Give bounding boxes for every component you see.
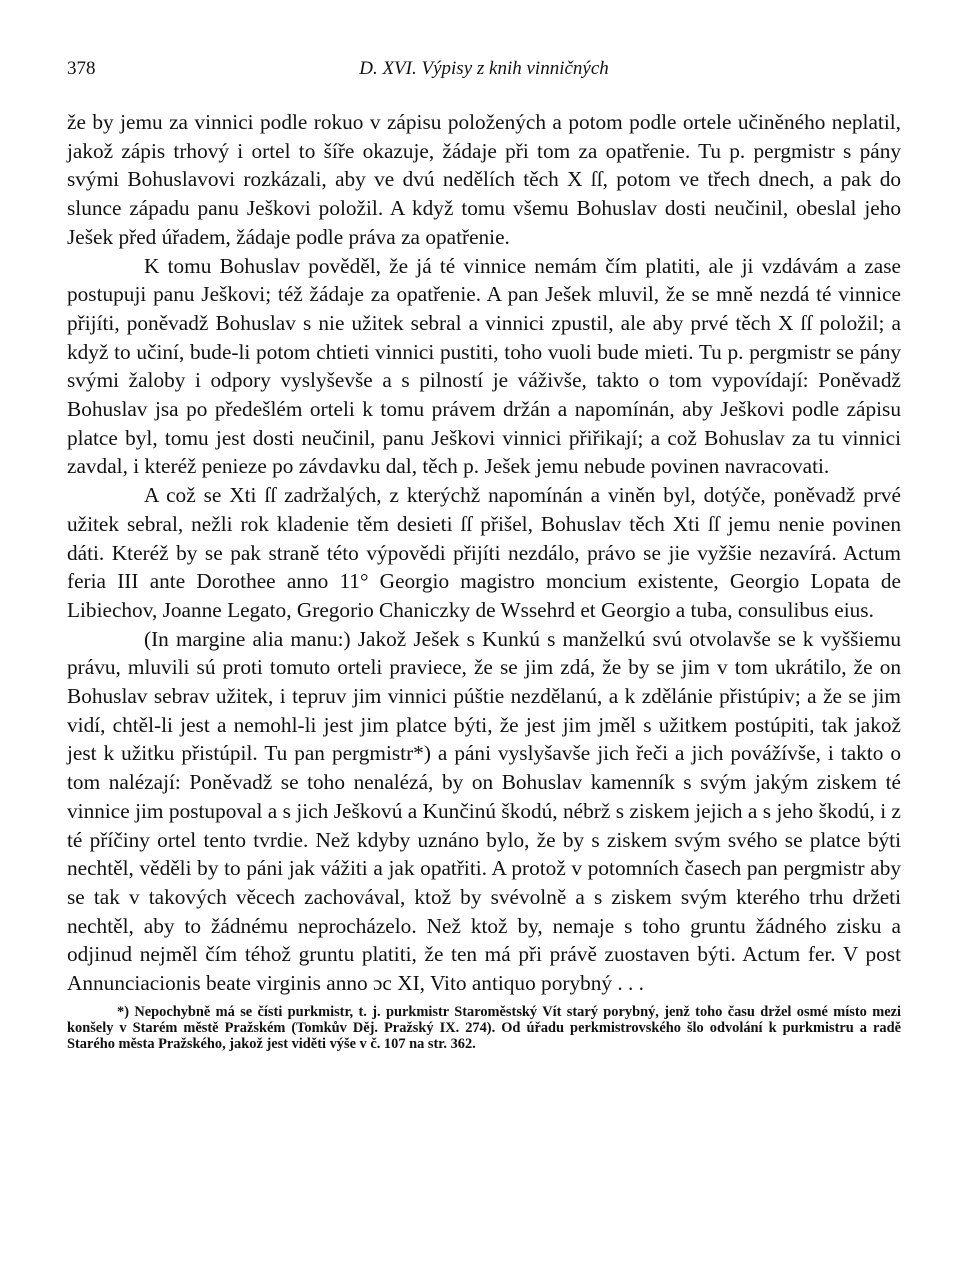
paragraph-1: že by jemu za vinnici podle rokuo v zápisu položených a potom podle ortele učiněného neplatil, jakož zápis trhový i ortel to šíře okazuje, žádaje při tom za opatřenie. Tu p. pergmistr s pány svými Bohuslavovi rozkázali, aby ve dvú nedělích těch X ſſ, potom ve třech dnech, a pak do slunce západu panu Ješkovi položil. A když tomu všemu Bohuslav dosti neučinil, obeslal jeho Ješek před úřadem, žádaje podle práva za opatřenie.	[67, 110, 901, 249]
paragraph-3: A což se Xti ſſ zadržalých, z kterýchž napomínán a viněn byl, dotýče, poněvadž prvé užitek sebral, nežli rok kladenie těm desieti ſſ přišel, Bohuslav těch Xti ſſ jemu nenie povinen dáti. Kteréž by se pak straně této výpovědi přijíti nezdálo, právo se jie vyžšie nezavírá. Actum feria III ante Dorothee anno 11° Georgio magistro moncium existente, Georgio Lopata de Libiechov, Joanne Legato, Gregorio Chaniczky de Wssehrd et Georgio a tuba, consulibus eius.	[67, 483, 901, 622]
page-number: 378	[67, 58, 96, 79]
footnotes	[67, 1004, 901, 1053]
paragraph-4: (In margine alia manu:) Jakož Ješek s Kunkú s manželkú svú otvolavše se k vyššiemu právu, mluvili sú proti tomuto orteli praviece, že se jim zdá, že by se jim v tom ukrátilo, že on Bohuslav sebrav užitek, i tepruv jim vinnici púštie nezdělanú, a k zdělánie přistúpiv; a že se jim vidí, chtěl-li jest a nemohl-li jest jim platce býti, že jest jim jměl s užitkem postúpiti, tak jakož jest k užitku přistúpil. Tu pan pergmistr*) a páni vyslyšavše jich řeči a jich povážívše, i takto o tom nalézají: Poněvadž se toho nenalézá, by on Bohuslav kamenník s svým jakým ziskem té vinnice jim postupoval a s jich Ješkovú a Kunčinú škodú, nébrž s ziskem jejich a s jeho škodú, i z té příčiny ortel tento tvrdie. Než kdyby uznáno bylo, že by s ziskem svým svého se platce býti nechtěl, věděli by to páni jak vážiti a jak opatřiti. A protož v potomních časech pan pergmistr aby se tak v takových věcech zachovával, ktož by svévolně a s ziskem svým kterého trhu držeti nechtěl, aby to žádnému neprocházelo. Než ktož by, nemaje s toho gruntu žádného zisku a odjinud nejměl čím téhož gruntu platiti, že ten má při právě zuostaven býti. Actum fer. V post Annunciacionis beate virginis anno ɔc XI, Vito antiquo porybný . . .	[67, 626, 901, 996]
body-text	[67, 108, 901, 998]
paragraph-2: K tomu Bohuslav pověděl, že já té vinnice nemám čím platiti, ale ji vzdávám a zase postupuji panu Ješkovi; též žádaje za opatřenie. A pan Ješek mluvil, že se mně nezdá té vinnice přijíti, poněvadž Bohuslav s nie užitek sebral a vinnici zpustil, ale aby prvé těch X ſſ položil; a když to učiní, bude-li potom chtieti vinnici pustiti, toho vuoli bude mieti. Tu p. pergmistr se pány svými žaloby i odpory vyslyševše a s pilností je váživše, takto o tom vypovídají: Poněvadž Bohuslav jsa po předešlém orteli k tomu právem držán a napomínán, aby Ješkovi podle zápisu platce byl, tomu jest dosti neučinil, panu Ješkovi vinnici přiřikají; a což Bohuslav za tu vinnici zavdal, i kteréž penieze po závdavku dal, těch p. Ješek jemu nebude povinen navracovati.	[67, 253, 901, 479]
running-header	[67, 58, 901, 86]
book-page	[67, 58, 901, 1052]
footnote: *) Nepochybně má se čísti purkmistr, t. j. purkmistr Staroměstský Vít starý porybný, jenž toho času držel osmé místo mezi konšely v Starém městě Pražském (Tomkův Děj. Pražský IX. 274). Od úřadu perkmistrovského šlo odvolání k purkmistru a radě Starého města Pražského, jakož jest viděti výše v č. 107 na str. 362.	[67, 1003, 901, 1053]
running-title: D. XVI. Výpisy z knih vinničných	[359, 58, 609, 79]
